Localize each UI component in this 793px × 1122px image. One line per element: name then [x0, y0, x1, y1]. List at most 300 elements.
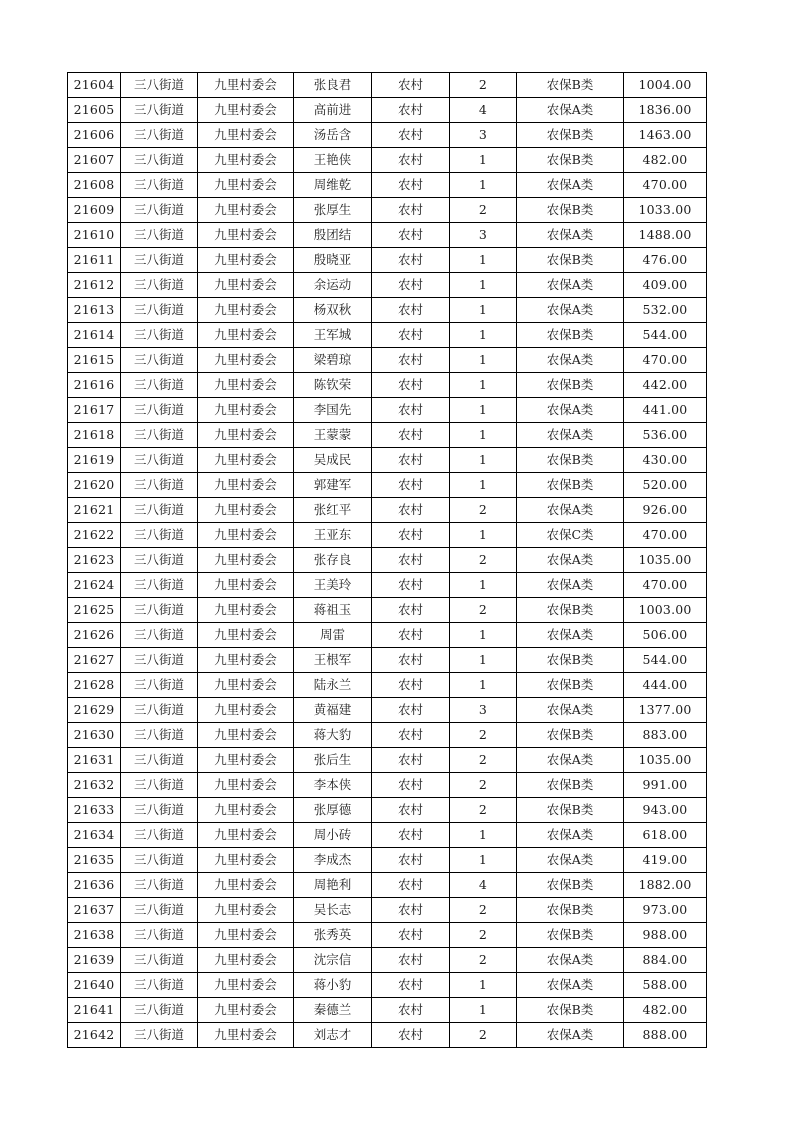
amount-cell: 1882.00: [624, 873, 707, 898]
village-cell: 九里村委会: [198, 573, 294, 598]
table-row: [68, 123, 707, 148]
table-row: [68, 623, 707, 648]
count-cell: 1: [450, 373, 517, 398]
street-cell: 三八街道: [121, 248, 198, 273]
category-cell: 农保B类: [517, 673, 624, 698]
street-cell: 三八街道: [121, 223, 198, 248]
street-cell: 三八街道: [121, 423, 198, 448]
table-row: [68, 848, 707, 873]
name-cell: 蒋祖玉: [294, 598, 372, 623]
village-cell: 九里村委会: [198, 773, 294, 798]
amount-cell: 943.00: [624, 798, 707, 823]
type-cell: 农村: [372, 373, 450, 398]
street-cell: 三八街道: [121, 873, 198, 898]
street-cell: 三八街道: [121, 673, 198, 698]
count-cell: 1: [450, 823, 517, 848]
category-cell: 农保A类: [517, 1023, 624, 1048]
count-cell: 1: [450, 623, 517, 648]
amount-cell: 888.00: [624, 1023, 707, 1048]
category-cell: 农保A类: [517, 948, 624, 973]
count-cell: 2: [450, 598, 517, 623]
table-row: [68, 598, 707, 623]
name-cell: 张红平: [294, 498, 372, 523]
row-id-cell: 21626: [68, 623, 121, 648]
category-cell: 农保B类: [517, 773, 624, 798]
category-cell: 农保A类: [517, 348, 624, 373]
street-cell: 三八街道: [121, 998, 198, 1023]
amount-cell: 444.00: [624, 673, 707, 698]
count-cell: 1: [450, 648, 517, 673]
name-cell: 王艳侠: [294, 148, 372, 173]
village-cell: 九里村委会: [198, 898, 294, 923]
street-cell: 三八街道: [121, 498, 198, 523]
amount-cell: 883.00: [624, 723, 707, 748]
row-id-cell: 21622: [68, 523, 121, 548]
category-cell: 农保B类: [517, 73, 624, 98]
village-cell: 九里村委会: [198, 723, 294, 748]
amount-cell: 988.00: [624, 923, 707, 948]
count-cell: 1: [450, 448, 517, 473]
village-cell: 九里村委会: [198, 598, 294, 623]
table-row: [68, 973, 707, 998]
amount-cell: 441.00: [624, 398, 707, 423]
category-cell: 农保A类: [517, 398, 624, 423]
street-cell: 三八街道: [121, 73, 198, 98]
amount-cell: 1035.00: [624, 548, 707, 573]
name-cell: 刘志才: [294, 1023, 372, 1048]
name-cell: 李成杰: [294, 848, 372, 873]
type-cell: 农村: [372, 923, 450, 948]
amount-cell: 1377.00: [624, 698, 707, 723]
table-row: [68, 398, 707, 423]
name-cell: 余运动: [294, 273, 372, 298]
table-row: [68, 298, 707, 323]
village-cell: 九里村委会: [198, 623, 294, 648]
name-cell: 殷晓亚: [294, 248, 372, 273]
type-cell: 农村: [372, 823, 450, 848]
type-cell: 农村: [372, 798, 450, 823]
street-cell: 三八街道: [121, 123, 198, 148]
row-id-cell: 21609: [68, 198, 121, 223]
street-cell: 三八街道: [121, 298, 198, 323]
name-cell: 王军城: [294, 323, 372, 348]
amount-cell: 470.00: [624, 573, 707, 598]
row-id-cell: 21610: [68, 223, 121, 248]
type-cell: 农村: [372, 748, 450, 773]
row-id-cell: 21630: [68, 723, 121, 748]
type-cell: 农村: [372, 148, 450, 173]
village-cell: 九里村委会: [198, 148, 294, 173]
name-cell: 张秀英: [294, 923, 372, 948]
street-cell: 三八街道: [121, 448, 198, 473]
village-cell: 九里村委会: [198, 823, 294, 848]
type-cell: 农村: [372, 198, 450, 223]
count-cell: 1: [450, 423, 517, 448]
count-cell: 1: [450, 523, 517, 548]
street-cell: 三八街道: [121, 548, 198, 573]
type-cell: 农村: [372, 323, 450, 348]
row-id-cell: 21605: [68, 98, 121, 123]
name-cell: 王蒙蒙: [294, 423, 372, 448]
name-cell: 张良君: [294, 73, 372, 98]
type-cell: 农村: [372, 623, 450, 648]
amount-cell: 588.00: [624, 973, 707, 998]
type-cell: 农村: [372, 1023, 450, 1048]
village-cell: 九里村委会: [198, 748, 294, 773]
village-cell: 九里村委会: [198, 98, 294, 123]
village-cell: 九里村委会: [198, 373, 294, 398]
count-cell: 1: [450, 298, 517, 323]
table-row: [68, 248, 707, 273]
name-cell: 陆永兰: [294, 673, 372, 698]
count-cell: 1: [450, 323, 517, 348]
amount-cell: 1004.00: [624, 73, 707, 98]
name-cell: 王美玲: [294, 573, 372, 598]
amount-cell: 544.00: [624, 323, 707, 348]
count-cell: 2: [450, 723, 517, 748]
street-cell: 三八街道: [121, 173, 198, 198]
village-cell: 九里村委会: [198, 248, 294, 273]
amount-cell: 442.00: [624, 373, 707, 398]
category-cell: 农保A类: [517, 498, 624, 523]
type-cell: 农村: [372, 973, 450, 998]
count-cell: 2: [450, 1023, 517, 1048]
table-row: [68, 473, 707, 498]
row-id-cell: 21634: [68, 823, 121, 848]
count-cell: 1: [450, 573, 517, 598]
village-cell: 九里村委会: [198, 398, 294, 423]
village-cell: 九里村委会: [198, 873, 294, 898]
category-cell: 农保C类: [517, 523, 624, 548]
name-cell: 周小砖: [294, 823, 372, 848]
type-cell: 农村: [372, 573, 450, 598]
table-row: [68, 823, 707, 848]
name-cell: 杨双秋: [294, 298, 372, 323]
row-id-cell: 21619: [68, 448, 121, 473]
table-row: [68, 373, 707, 398]
table-row: [68, 173, 707, 198]
street-cell: 三八街道: [121, 348, 198, 373]
type-cell: 农村: [372, 948, 450, 973]
count-cell: 1: [450, 998, 517, 1023]
table-row: [68, 198, 707, 223]
village-cell: 九里村委会: [198, 523, 294, 548]
amount-cell: 470.00: [624, 348, 707, 373]
category-cell: 农保B类: [517, 448, 624, 473]
table-row: [68, 348, 707, 373]
category-cell: 农保B类: [517, 598, 624, 623]
name-cell: 吴成民: [294, 448, 372, 473]
category-cell: 农保B类: [517, 323, 624, 348]
amount-cell: 973.00: [624, 898, 707, 923]
category-cell: 农保B类: [517, 998, 624, 1023]
table-row: [68, 948, 707, 973]
category-cell: 农保B类: [517, 148, 624, 173]
name-cell: 秦德兰: [294, 998, 372, 1023]
street-cell: 三八街道: [121, 623, 198, 648]
category-cell: 农保A类: [517, 573, 624, 598]
name-cell: 张后生: [294, 748, 372, 773]
row-id-cell: 21618: [68, 423, 121, 448]
type-cell: 农村: [372, 123, 450, 148]
row-id-cell: 21627: [68, 648, 121, 673]
table-row: [68, 148, 707, 173]
village-cell: 九里村委会: [198, 73, 294, 98]
village-cell: 九里村委会: [198, 223, 294, 248]
amount-cell: 476.00: [624, 248, 707, 273]
table-row: [68, 573, 707, 598]
village-cell: 九里村委会: [198, 123, 294, 148]
name-cell: 沈宗信: [294, 948, 372, 973]
type-cell: 农村: [372, 698, 450, 723]
village-cell: 九里村委会: [198, 698, 294, 723]
type-cell: 农村: [372, 98, 450, 123]
name-cell: 周雷: [294, 623, 372, 648]
type-cell: 农村: [372, 273, 450, 298]
type-cell: 农村: [372, 673, 450, 698]
amount-cell: 1033.00: [624, 198, 707, 223]
category-cell: 农保A类: [517, 548, 624, 573]
category-cell: 农保A类: [517, 223, 624, 248]
count-cell: 2: [450, 73, 517, 98]
category-cell: 农保B类: [517, 198, 624, 223]
type-cell: 农村: [372, 648, 450, 673]
name-cell: 王亚东: [294, 523, 372, 548]
street-cell: 三八街道: [121, 598, 198, 623]
table-row: [68, 698, 707, 723]
amount-cell: 884.00: [624, 948, 707, 973]
street-cell: 三八街道: [121, 198, 198, 223]
table-row: [68, 323, 707, 348]
category-cell: 农保B类: [517, 723, 624, 748]
category-cell: 农保B类: [517, 248, 624, 273]
table-row: [68, 223, 707, 248]
type-cell: 农村: [372, 348, 450, 373]
village-cell: 九里村委会: [198, 348, 294, 373]
name-cell: 黄福建: [294, 698, 372, 723]
table-row: [68, 448, 707, 473]
street-cell: 三八街道: [121, 773, 198, 798]
village-cell: 九里村委会: [198, 498, 294, 523]
row-id-cell: 21611: [68, 248, 121, 273]
category-cell: 农保A类: [517, 273, 624, 298]
street-cell: 三八街道: [121, 273, 198, 298]
street-cell: 三八街道: [121, 148, 198, 173]
document-page: [67, 72, 706, 1048]
amount-cell: 482.00: [624, 148, 707, 173]
name-cell: 梁碧琼: [294, 348, 372, 373]
category-cell: 农保A类: [517, 698, 624, 723]
category-cell: 农保B类: [517, 873, 624, 898]
row-id-cell: 21607: [68, 148, 121, 173]
type-cell: 农村: [372, 848, 450, 873]
count-cell: 3: [450, 698, 517, 723]
type-cell: 农村: [372, 498, 450, 523]
type-cell: 农村: [372, 223, 450, 248]
table-row: [68, 873, 707, 898]
type-cell: 农村: [372, 73, 450, 98]
type-cell: 农村: [372, 248, 450, 273]
count-cell: 1: [450, 348, 517, 373]
row-id-cell: 21642: [68, 1023, 121, 1048]
name-cell: 蒋小豹: [294, 973, 372, 998]
category-cell: 农保A类: [517, 973, 624, 998]
row-id-cell: 21629: [68, 698, 121, 723]
row-id-cell: 21631: [68, 748, 121, 773]
village-cell: 九里村委会: [198, 948, 294, 973]
count-cell: 1: [450, 273, 517, 298]
row-id-cell: 21612: [68, 273, 121, 298]
row-id-cell: 21608: [68, 173, 121, 198]
type-cell: 农村: [372, 773, 450, 798]
village-cell: 九里村委会: [198, 323, 294, 348]
street-cell: 三八街道: [121, 523, 198, 548]
type-cell: 农村: [372, 998, 450, 1023]
name-cell: 汤岳含: [294, 123, 372, 148]
street-cell: 三八街道: [121, 573, 198, 598]
row-id-cell: 21636: [68, 873, 121, 898]
amount-cell: 544.00: [624, 648, 707, 673]
count-cell: 2: [450, 948, 517, 973]
category-cell: 农保A类: [517, 298, 624, 323]
category-cell: 农保B类: [517, 123, 624, 148]
table-row: [68, 998, 707, 1023]
row-id-cell: 21617: [68, 398, 121, 423]
category-cell: 农保A类: [517, 748, 624, 773]
category-cell: 农保B类: [517, 373, 624, 398]
row-id-cell: 21604: [68, 73, 121, 98]
street-cell: 三八街道: [121, 898, 198, 923]
row-id-cell: 21606: [68, 123, 121, 148]
name-cell: 李本侠: [294, 773, 372, 798]
table-row: [68, 98, 707, 123]
count-cell: 4: [450, 873, 517, 898]
type-cell: 农村: [372, 523, 450, 548]
count-cell: 4: [450, 98, 517, 123]
roster-table: [67, 72, 707, 1048]
street-cell: 三八街道: [121, 973, 198, 998]
table-row: [68, 273, 707, 298]
name-cell: 蒋大豹: [294, 723, 372, 748]
amount-cell: 1488.00: [624, 223, 707, 248]
amount-cell: 1836.00: [624, 98, 707, 123]
table-row: [68, 423, 707, 448]
village-cell: 九里村委会: [198, 998, 294, 1023]
row-id-cell: 21615: [68, 348, 121, 373]
village-cell: 九里村委会: [198, 923, 294, 948]
row-id-cell: 21613: [68, 298, 121, 323]
street-cell: 三八街道: [121, 923, 198, 948]
row-id-cell: 21614: [68, 323, 121, 348]
row-id-cell: 21623: [68, 548, 121, 573]
count-cell: 1: [450, 173, 517, 198]
name-cell: 殷团结: [294, 223, 372, 248]
table-row: [68, 923, 707, 948]
street-cell: 三八街道: [121, 723, 198, 748]
count-cell: 2: [450, 498, 517, 523]
amount-cell: 520.00: [624, 473, 707, 498]
name-cell: 王根军: [294, 648, 372, 673]
amount-cell: 506.00: [624, 623, 707, 648]
name-cell: 周艳利: [294, 873, 372, 898]
amount-cell: 470.00: [624, 523, 707, 548]
street-cell: 三八街道: [121, 848, 198, 873]
count-cell: 1: [450, 148, 517, 173]
village-cell: 九里村委会: [198, 648, 294, 673]
table-row: [68, 1023, 707, 1048]
street-cell: 三八街道: [121, 748, 198, 773]
table-row: [68, 748, 707, 773]
table-row: [68, 773, 707, 798]
table-row: [68, 498, 707, 523]
table-row: [68, 523, 707, 548]
amount-cell: 926.00: [624, 498, 707, 523]
village-cell: 九里村委会: [198, 473, 294, 498]
type-cell: 农村: [372, 873, 450, 898]
count-cell: 1: [450, 248, 517, 273]
row-id-cell: 21616: [68, 373, 121, 398]
amount-cell: 470.00: [624, 173, 707, 198]
amount-cell: 1003.00: [624, 598, 707, 623]
village-cell: 九里村委会: [198, 173, 294, 198]
village-cell: 九里村委会: [198, 423, 294, 448]
category-cell: 农保B类: [517, 473, 624, 498]
category-cell: 农保B类: [517, 923, 624, 948]
category-cell: 农保A类: [517, 623, 624, 648]
category-cell: 农保B类: [517, 798, 624, 823]
table-row: [68, 648, 707, 673]
name-cell: 张存良: [294, 548, 372, 573]
table-row: [68, 548, 707, 573]
amount-cell: 991.00: [624, 773, 707, 798]
village-cell: 九里村委会: [198, 198, 294, 223]
type-cell: 农村: [372, 548, 450, 573]
row-id-cell: 21633: [68, 798, 121, 823]
village-cell: 九里村委会: [198, 798, 294, 823]
table-row: [68, 898, 707, 923]
type-cell: 农村: [372, 598, 450, 623]
row-id-cell: 21625: [68, 598, 121, 623]
type-cell: 农村: [372, 448, 450, 473]
name-cell: 陈钦荣: [294, 373, 372, 398]
amount-cell: 532.00: [624, 298, 707, 323]
count-cell: 1: [450, 848, 517, 873]
row-id-cell: 21624: [68, 573, 121, 598]
village-cell: 九里村委会: [198, 448, 294, 473]
amount-cell: 1035.00: [624, 748, 707, 773]
table-row: [68, 723, 707, 748]
amount-cell: 536.00: [624, 423, 707, 448]
count-cell: 2: [450, 748, 517, 773]
name-cell: 高前进: [294, 98, 372, 123]
row-id-cell: 21638: [68, 923, 121, 948]
amount-cell: 1463.00: [624, 123, 707, 148]
count-cell: 2: [450, 798, 517, 823]
name-cell: 吴长志: [294, 898, 372, 923]
type-cell: 农村: [372, 423, 450, 448]
type-cell: 农村: [372, 898, 450, 923]
count-cell: 2: [450, 548, 517, 573]
row-id-cell: 21621: [68, 498, 121, 523]
amount-cell: 430.00: [624, 448, 707, 473]
street-cell: 三八街道: [121, 1023, 198, 1048]
street-cell: 三八街道: [121, 398, 198, 423]
count-cell: 2: [450, 923, 517, 948]
count-cell: 3: [450, 123, 517, 148]
row-id-cell: 21639: [68, 948, 121, 973]
village-cell: 九里村委会: [198, 848, 294, 873]
row-id-cell: 21641: [68, 998, 121, 1023]
